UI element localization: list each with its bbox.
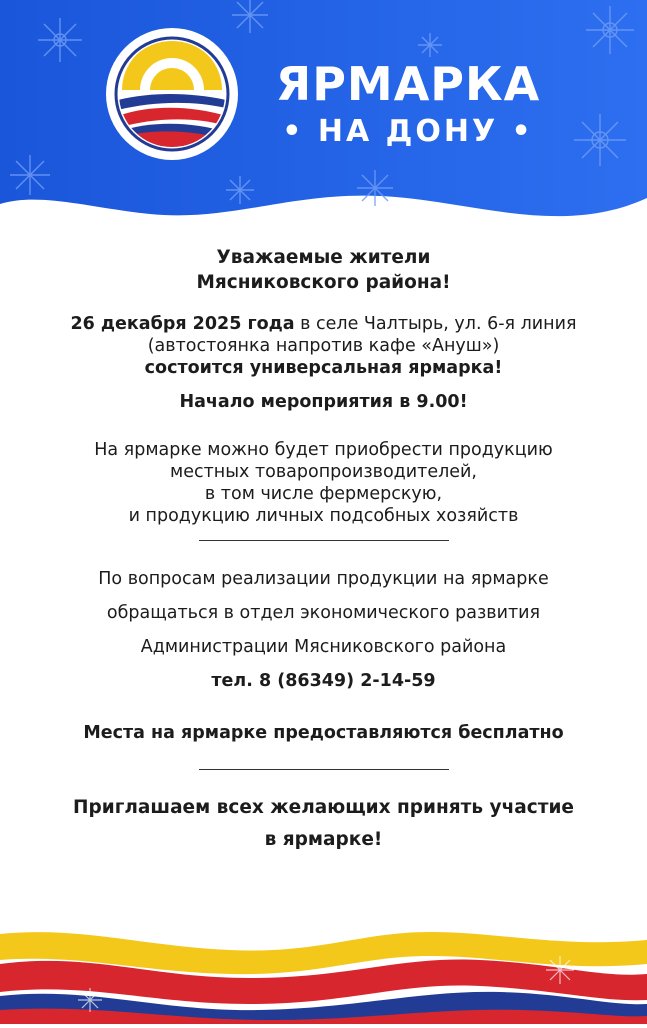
brand-title bbox=[258, 58, 558, 152]
announcement-body bbox=[0, 245, 647, 855]
free-places-note: Места на ярмарке предоставляются бесплатно bbox=[83, 723, 564, 743]
contact-line3: Администрации Мясниковского района bbox=[140, 637, 507, 657]
event-location: в селе Чалтырь, ул. 6-я линия bbox=[294, 314, 577, 334]
contact-line1: По вопросам реализации продукции на ярмарке bbox=[98, 569, 549, 589]
brand-title-line1: ЯРМАРКА bbox=[275, 57, 541, 111]
event-date: 26 декабря 2025 года bbox=[70, 314, 295, 334]
event-date-location bbox=[0, 313, 647, 335]
products-line1: На ярмарке можно будет приобрести продукцию bbox=[94, 440, 553, 460]
greeting-line2: Мясниковского района! bbox=[196, 272, 451, 293]
event-announcement: состоится универсальная ярмарка! bbox=[144, 358, 503, 378]
footer-ribbons bbox=[0, 920, 647, 1024]
products-line3: в том числе фермерскую, bbox=[204, 484, 443, 504]
contact-line2: обращаться в отдел экономического развития bbox=[106, 603, 541, 623]
decorative-ribbons bbox=[0, 920, 647, 1024]
fair-logo-emblem bbox=[106, 28, 238, 160]
invitation-line1: Приглашаем всех желающих принять участие bbox=[73, 797, 574, 818]
products-line2: местных товаропроизводителей, bbox=[170, 462, 477, 482]
contact-phone: тел. 8 (86349) 2-14-59 bbox=[211, 671, 436, 691]
invitation-line2: в ярмарке! bbox=[264, 829, 383, 850]
products-line4: и продукцию личных подсобных хозяйств bbox=[128, 506, 519, 526]
event-location-note: (автостоянка напротив кафе «Ануш») bbox=[147, 336, 500, 356]
header-banner bbox=[0, 0, 647, 240]
brand-title-line2: • НА ДОНУ • bbox=[282, 114, 534, 149]
event-start-time: Начало мероприятия в 9.00! bbox=[179, 392, 468, 412]
greeting-line1: Уважаемые жители bbox=[216, 247, 431, 268]
